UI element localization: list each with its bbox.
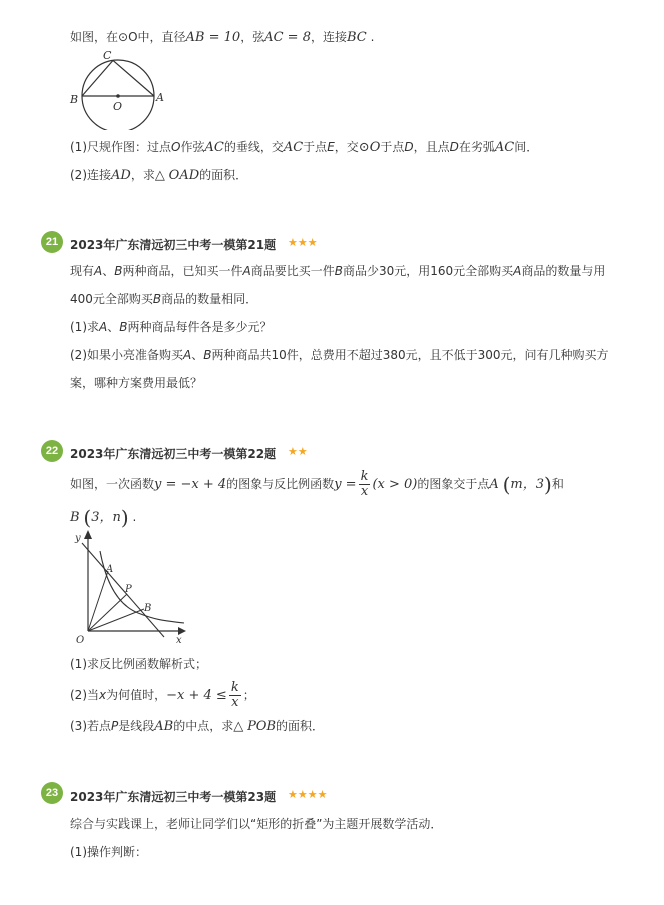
q21-part1: (1)求A、B两种商品每件各是多少元？ (70, 320, 272, 334)
q20-label-o: O (113, 100, 123, 113)
q22-graph-figure (72, 527, 192, 645)
q20-label-a: A (156, 91, 164, 104)
q23-part1: (1)操作判断： (70, 845, 147, 859)
q21-part2-line2: 案，哪种方案费用最低？ (70, 376, 203, 390)
q20-part1: (1)尺规作图：过点O作弦AC的垂线，交AC于点E，交⊙O于点D，且点D在劣弧AC间． (70, 140, 539, 155)
q22-label-o: O (76, 635, 85, 645)
q22-label-p: P (125, 584, 132, 595)
q22-label-y: y (75, 533, 81, 544)
q21-number-badge: 21 (41, 231, 63, 253)
q21-part2: (2)如果小亮准备购买A、B两种商品共10件，总费用不超过380元，且不低于300元，问有几种购买方 (70, 348, 609, 362)
q21-line2: 400元全部购买B商品的数量相同． (70, 292, 258, 306)
q22-fraction: $\frac{k}{x}$ (360, 469, 369, 499)
q22-title[interactable]: 2023年广东清远初三中考一模第22题 (70, 447, 277, 461)
q23-title[interactable]: 2023年广东清远初三中考一模第23题 (70, 790, 277, 804)
q22-part2: (2)当x为何值时，−x + 4 ≤ $\frac{k}{x}$ ； (70, 680, 255, 710)
q20-part2: (2)连接AD，求△ OAD的面积． (70, 168, 248, 183)
q22-part1: (1)求反比例函数解析式； (70, 657, 207, 671)
q22-line1: 如图，一次函数y = −x + 4的图象与反比例函数y = $\frac{k}{x}$ (x > 0)的图象交于点A (m，3)和 (70, 469, 564, 499)
q22-line2: B (3，n) . (70, 505, 137, 530)
q22-label-b: B (144, 603, 152, 614)
q22-difficulty-stars: ★★ (288, 445, 308, 458)
q23-difficulty-stars: ★★★★ (288, 788, 328, 801)
q22-part3: (3)若点P是线段AB的中点，求△ POB的面积． (70, 719, 325, 734)
q21-difficulty-stars: ★★★ (288, 236, 318, 249)
q23-number-badge: 23 (41, 782, 63, 804)
q20-circle-figure (66, 48, 166, 130)
q22-part2-fraction: $\frac{k}{x}$ (230, 680, 239, 710)
q22-number-badge: 22 (41, 440, 63, 462)
q20-label-c: C (103, 49, 112, 62)
q22-label-x: x (176, 635, 182, 645)
q20-intro: 如图，在⊙O中，直径AB = 10，弦AC = 8，连接BC . (70, 30, 375, 45)
q23-line1: 综合与实践课上，老师让同学们以“矩形的折叠”为主题开展数学活动． (70, 817, 443, 831)
q22-label-a: A (106, 564, 114, 575)
q21-line1: 现有A、B两种商品，已知买一件A商品要比买一件B商品少30元，用160元全部购买A商品的数量与用 (70, 264, 606, 278)
q20-label-b: B (70, 93, 79, 106)
q21-title[interactable]: 2023年广东清远初三中考一模第21题 (70, 238, 277, 252)
